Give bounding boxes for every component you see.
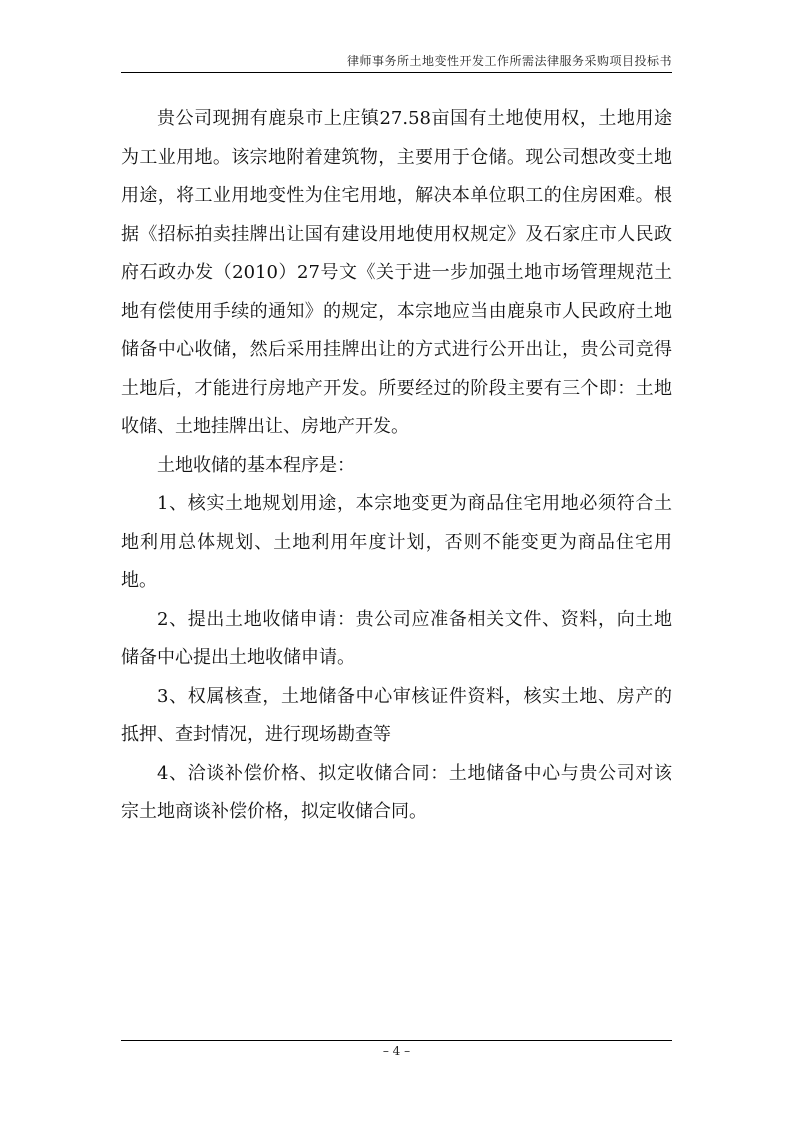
paragraph-step-4: 4、洽谈补偿价格、拟定收储合同：土地储备中心与贵公司对该宗土地商谈补偿价格，拟定收储合同。 — [121, 762, 672, 822]
header-divider — [121, 72, 672, 73]
paragraph-intro: 贵公司现拥有鹿泉市上庄镇27.58亩国有土地使用权，土地用途为工业用地。该宗地附着建筑物，主要用于仓储。现公司想改变土地用途，将工业用地变性为住宅用地，解决本单位职工的住房困难。根据《招标拍卖挂牌出让国有建设用地使用权规定》及石家庄市人民政府石政办发（2010）27号文《关于进一步加强土地市场管理规范土地有偿使用手续的通知》的规定，本宗地应当由鹿泉市人民政府土地储备中心收储，然后采用挂牌出让的方式进行公开出让，贵公司竞得土地后，才能进行房地产开发。所要经过的阶段主要有三个即：土地收储、土地挂牌出让、房地产开发。 — [121, 108, 672, 437]
paragraph-procedure-heading: 土地收储的基本程序是： — [157, 454, 355, 476]
page-number: – 4 – — [382, 1044, 411, 1058]
paragraph-step-1: 1、核实土地规划用途，本宗地变更为商品住宅用地必须符合土地利用总体规划、土地利用年度计划，否则不能变更为商品住宅用地。 — [121, 493, 672, 591]
document-body — [121, 100, 672, 832]
paragraph-step-3: 3、权属核查，土地储备中心审核证件资料，核实土地、房产的抵押、查封情况，进行现场勘查等 — [121, 685, 672, 745]
footer-divider — [121, 1040, 672, 1041]
paragraph-step-2: 2、提出土地收储申请：贵公司应准备相关文件、资料，向土地储备中心提出土地收储申请。 — [121, 608, 672, 668]
running-header: 律师事务所土地变性开发工作所需法律服务采购项目投标书 — [346, 54, 672, 68]
